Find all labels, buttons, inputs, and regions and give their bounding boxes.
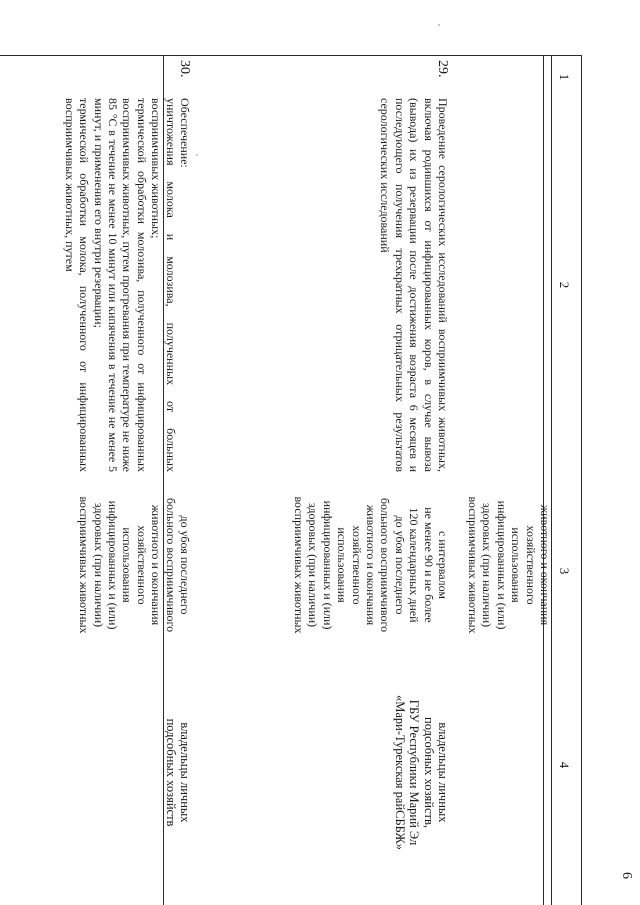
carryover-line: использования	[509, 527, 524, 603]
row-number-29: 29.	[435, 60, 450, 78]
measure-paragraph: термической обработки молока, полученного от инфицированных восприимчивых животных, путем	[62, 98, 92, 472]
timing-line: до убоя последнего	[178, 515, 192, 615]
responsible-line: ГБУ Республики Марий Эл	[407, 699, 422, 846]
table-bottom-corner	[0, 55, 1, 56]
row-29-timing	[292, 480, 450, 650]
scan-speck	[196, 154, 198, 156]
row-29-responsible	[392, 660, 450, 885]
scan-speck	[438, 24, 440, 26]
responsible-line: подсобных хозяйств,	[421, 717, 436, 828]
measure-paragraph: уничтожения молока и молозива, полученных от больных восприимчивых животных;	[149, 98, 178, 472]
timing-line: не менее 90 и не более	[421, 507, 436, 623]
row-number-30: 30.	[177, 60, 192, 78]
column-number-3: 3	[557, 567, 572, 575]
timing-line: хозяйственного	[349, 525, 364, 605]
responsible-line: «Мари-Турекская райСББЖ»	[392, 694, 407, 850]
timing-line: больного восприимчивого	[378, 497, 393, 633]
column-number-4: 4	[557, 761, 572, 769]
timing-line: инфицированных и (или)	[105, 500, 120, 630]
timing-line: инфицированных и (или)	[320, 500, 335, 630]
page-number: 6	[619, 872, 634, 879]
timing-line: здоровых (при наличии)	[91, 502, 106, 628]
responsible-line: подсобных хозяйств	[163, 718, 178, 827]
row-30-responsible	[163, 660, 192, 885]
timing-line: использования	[120, 527, 135, 603]
timing-line: до убоя последнего	[392, 515, 407, 615]
timing-line: хозяйственного	[134, 525, 149, 605]
measure-paragraph: термической обработки молозива, полученного от инфицированных восприимчивых животных, путем прогревания при температуре не ниже 85 °С в течение не менее 10 минут или кипячения в течение не менее 5 минут, и применения его внутри резервации;	[91, 98, 149, 472]
carryover-timing	[466, 480, 552, 650]
timing-line: больного восприимчивого	[163, 497, 178, 633]
timing-line: 120 календарных дней	[407, 507, 422, 623]
measure-paragraph: Обеспечение:	[178, 98, 192, 168]
row-30-timing	[77, 480, 192, 650]
carryover-line: инфицированных и (или)	[494, 500, 509, 630]
timing-line: здоровых (при наличии)	[306, 502, 321, 628]
table-top-border	[581, 55, 582, 905]
carryover-line: хозяйственного	[523, 525, 538, 605]
timing-line: восприимчивых животных	[291, 496, 306, 634]
timing-line: с интервалом	[436, 530, 450, 600]
carryover-line: животного и окончания	[538, 504, 552, 626]
carryover-line: здоровых (при наличии)	[480, 502, 495, 628]
carryover-line: восприимчивых животных	[465, 496, 480, 634]
table-left-border	[0, 55, 582, 56]
column-number-2: 2	[557, 281, 572, 289]
responsible-line: владельцы личных	[178, 722, 192, 823]
timing-line: восприимчивых животных	[77, 496, 92, 634]
column-number-1: 1	[557, 73, 572, 81]
timing-line: животного и окончания	[363, 504, 378, 626]
responsible-line: владельцы личных	[436, 722, 450, 823]
timing-line: использования	[335, 527, 350, 603]
timing-line: животного и окончания	[149, 504, 164, 626]
row-30-measure-text	[62, 98, 192, 472]
row-29-measure-text: Проведение серологических исследований восприимчивых животных, включая родившихся от инфицированных коров, в случае вывоза (вывода) их из резервации после достижения возраста 6 месяцев и последующего получения трехкратных отрицательных результатов серологических исследований	[378, 98, 450, 472]
